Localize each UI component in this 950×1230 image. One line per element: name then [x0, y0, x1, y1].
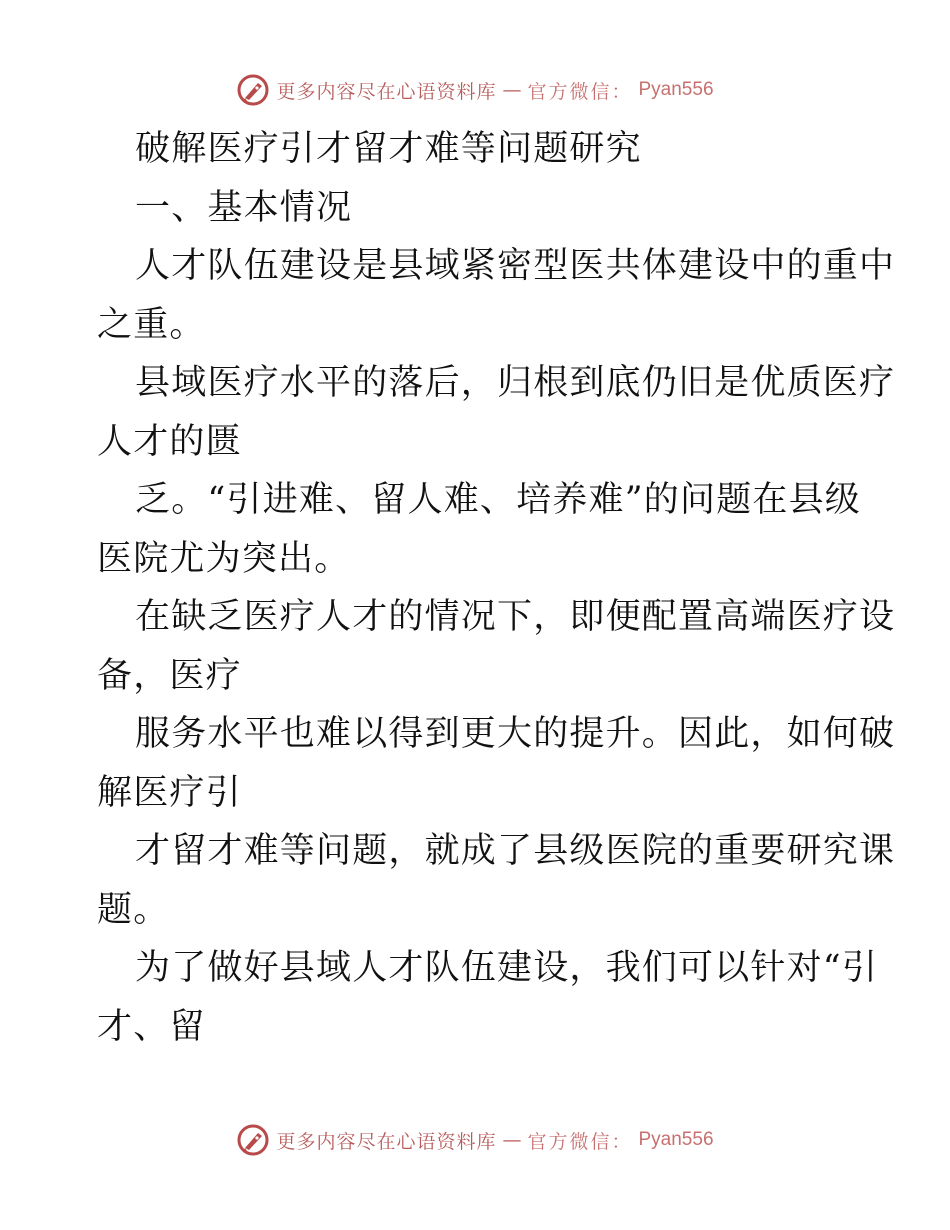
banner-wechat-handle: Pyan556 — [638, 79, 714, 100]
paragraph-line: 才、留 — [97, 1006, 206, 1047]
paragraph-line: 服务水平也难以得到更大的提升。因此，如何破 — [135, 714, 896, 754]
paragraph-line: 解医疗引 — [97, 772, 242, 813]
paragraph-line: 在缺乏医疗人才的情况下，即便配置高端医疗设 — [135, 597, 896, 637]
document-body — [97, 120, 896, 1056]
paragraph-line: 为了做好县域人才队伍建设，我们可以针对“引 — [135, 948, 879, 988]
paragraph-line: 医院尤为突出。 — [97, 538, 351, 579]
banner-official-label: 官方微信： — [527, 80, 633, 103]
paragraph-line: 人才队伍建设是县域紧密型医共体建设中的重中 — [135, 246, 896, 286]
banner-official-label: 官方微信： — [527, 1130, 633, 1153]
paragraph-line: 备，医疗 — [97, 655, 242, 696]
paragraph-line: 人才的匮 — [97, 421, 242, 462]
pen-nib-logo-icon — [236, 73, 270, 107]
footer-banner — [0, 1120, 950, 1160]
banner-text: 更多内容尽在心语资料库 — [276, 80, 497, 103]
banner-wechat-handle: Pyan556 — [638, 1129, 714, 1150]
paragraph-line: 县域医疗水平的落后，归根到底仍旧是优质医疗 — [135, 363, 896, 403]
header-banner — [0, 70, 950, 110]
banner-dash: — — [502, 79, 522, 101]
pen-nib-logo-icon — [236, 1123, 270, 1157]
banner-dash: — — [502, 1129, 522, 1151]
paragraph-line: 乏。“引进难、留人难、培养难”的问题在县级 — [135, 480, 861, 520]
paragraph-line: 题。 — [97, 889, 170, 930]
paragraph-line: 之重。 — [97, 304, 206, 345]
document-title: 破解医疗引才留才难等问题研究 — [135, 129, 642, 169]
banner-text: 更多内容尽在心语资料库 — [276, 1130, 497, 1153]
paragraph-line: 才留才难等问题，就成了县级医院的重要研究课 — [135, 831, 896, 871]
section-heading: 一、基本情况 — [135, 187, 353, 228]
